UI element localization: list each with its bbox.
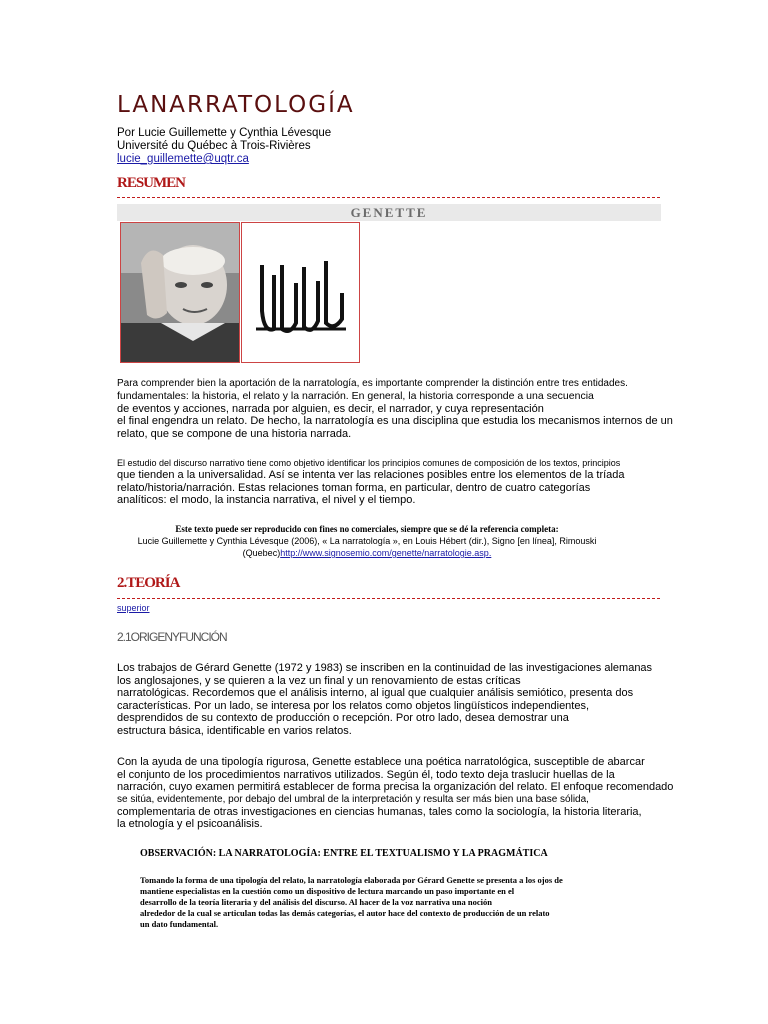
paragraph-line: analíticos: el modo, la instancia narrativa, el nivel y el tiempo. <box>117 494 416 506</box>
genette-band <box>117 204 661 221</box>
paragraph-line: los anglosajones, y se quieren a la vez un final y un renovamiento de estas críticas <box>117 674 521 687</box>
superior-link[interactable]: superior <box>117 603 150 613</box>
genette-signature <box>241 222 360 363</box>
paragraph-line: que tienden a la universalidad. Así se intenta ver las relaciones posibles entre los elementos de la tríada <box>117 469 625 481</box>
signature-drawing <box>242 223 359 362</box>
intro-line: de eventos y acciones, narrada por alguien, es decir, el narrador, y cuya representación <box>117 402 544 415</box>
author-block <box>117 127 331 166</box>
paragraph-line: narratológicas. Recordemos que el análisis interno, al igual que cualquier análisis semiótico, presenta dos <box>117 687 634 699</box>
page-title: LANARRATOLOGÍA <box>117 92 355 118</box>
intro-line: el final engendra un relato. De hecho, la narratología es una disciplina que estudia los mecanismos internos de un <box>117 415 673 427</box>
origen-subheading: 2.1ORIGENYFUNCIÓN <box>117 630 227 644</box>
author-email-link[interactable]: lucie_guillemette@uqtr.ca <box>117 153 249 165</box>
citation-block <box>117 523 617 559</box>
paragraph-line: Los trabajos de Gérard Genette (1972 y 1983) se inscriben en la continuidad de las investigaciones alemanas <box>117 662 653 674</box>
paragraph-line: narración, cuyo examen permitirá establecer de forma precisa la organización del relato. El enfoque recomendado <box>117 781 674 793</box>
paragraph-line: se sitúa, evidentemente, por debajo del umbral de la interpretación y resulta ser más bien una base sólida, <box>117 793 589 805</box>
citation-source <box>117 547 617 559</box>
intro-line: Para comprender bien la aportación de la narratología, es importante comprender la distinción entre tres entidades. <box>117 378 628 389</box>
second-paragraph <box>117 457 677 507</box>
observacion-heading: OBSERVACIÓN: LA NARRATOLOGÍA: ENTRE EL TEXTUALISMO Y LA PRAGMÁTICA <box>140 848 548 859</box>
citation-url-link[interactable]: http://www.signosemio.com/genette/narratologie.asp. <box>280 548 492 558</box>
resumen-heading: RESUMEN <box>117 175 186 191</box>
paragraph-line: Con la ayuda de una tipología rigurosa, Genette establece una poética narratológica, susceptible de abarcar <box>117 756 645 768</box>
genette-portrait <box>120 222 240 363</box>
intro-line: relato, que se compone de una historia narrada. <box>117 427 352 440</box>
citation-notice: Este texto puede ser reproducido con fines no comerciales, siempre que se dé la referencia completa: <box>175 524 559 534</box>
paragraph-line: desprendidos de su contexto de producción o recepción. Por otro lado, desea demostrar una <box>117 712 569 724</box>
paragraph-line: la etnología y el psicoanálisis. <box>117 818 263 830</box>
observation-line: Tomando la forma de una tipología del relato, la narratología elaborada por Gérard Genette se presenta a los ojos de <box>140 875 563 885</box>
section-divider <box>117 197 660 198</box>
paragraph-line: el conjunto de los procedimientos narrativos utilizados. Según él, todo texto deja traslucir huellas de la <box>117 768 615 781</box>
observacion-paragraph <box>140 875 563 930</box>
genette-band-label: GENETTE <box>350 205 428 220</box>
observation-line: alrededor de la cual se articulan todas las demás categorías, el autor hace del contexto de producción de un relato <box>140 908 550 918</box>
intro-paragraph <box>117 378 677 440</box>
paragraph-line: características. Por un lado, se interesa por los relatos como objetos lingüísticos independientes, <box>117 699 590 712</box>
observation-line: un dato fundamental. <box>140 919 219 929</box>
intro-line: fundamentales: la historia, el relato y la narración. En general, la historia corresponde a una secuencia <box>117 390 594 402</box>
author-names: Por Lucie Guillemette y Cynthia Lévesque <box>117 127 332 139</box>
third-paragraph <box>117 662 677 737</box>
paragraph-line: El estudio del discurso narrativo tiene como objetivo identificar los principios comunes de composición de los textos, principios <box>117 458 621 468</box>
observation-line: mantiene especialistas en la cuestión como un dispositivo de lectura marcando un paso importante en el <box>140 886 515 896</box>
citation-location: (Quebec) <box>242 548 281 558</box>
section-divider <box>117 598 660 599</box>
paragraph-line: relato/historia/narración. Estas relaciones toman forma, en particular, dentro de cuatro categorías <box>117 481 591 494</box>
author-university: Université du Québec à Trois-Rivières <box>117 140 311 152</box>
fourth-paragraph <box>117 756 677 831</box>
portrait-illustration <box>121 223 239 362</box>
paragraph-line: complementaria de otras investigaciones en ciencias humanas, tales como la sociología, la historia literaria, <box>117 805 642 818</box>
observation-line: desarrollo de la teoría literaria y del análisis del discurso. Al hacer de la voz narrativa una noción <box>140 897 492 907</box>
teoria-heading: 2.TEORÍA <box>117 575 180 591</box>
paragraph-line: estructura básica, identificable en varios relatos. <box>117 724 352 737</box>
citation-reference: Lucie Guillemette y Cynthia Lévesque (2006), « La narratología », en Louis Hébert (dir.), Signo [en línea], Rimouski <box>137 536 597 546</box>
